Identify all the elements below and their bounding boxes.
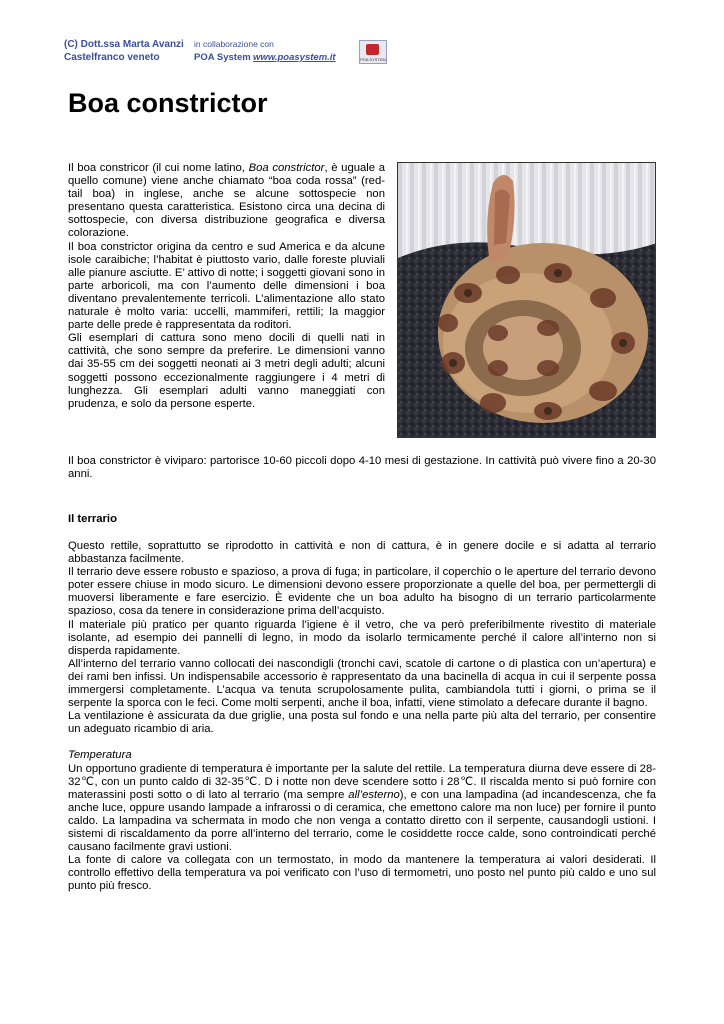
temperatura-p1-b: ), e con una lampadina (ad incandescenza, che fa anche luce, oppure usando lampade a infrarossi o di ceramica, che emettono calore ma non luce) per fornire il punto caldo. La lampadina va schermata in modo che non venga a contatto diretto con il serpente, causandogli ustioni. I sistemi di riscaldamento da porre all’interno del terrario, come le cosiddette rocce calde, sono controindicati perché causano facilmente gravi ustioni. (68, 788, 656, 854)
spacer (68, 736, 656, 749)
terrario-section (68, 540, 656, 893)
page-title: Boa constrictor (68, 88, 268, 118)
temperatura-paragraph-1 (68, 763, 656, 855)
intro-text (68, 162, 385, 411)
intro-paragraph-3: Gli esemplari di cattura sono meno docili di quelli nati in cattività, che sono sempre da preferire. Le dimensioni vanno dai 35-55 cm dei soggetti neonati ai 3 metri degli adulti; alcuni soggetti possono eccezionalmente raggiungere i 4 metri di lunghezza. Gli esemplari adulti vanno maneggiati con prudenza, e solo da persone esperte. (68, 332, 385, 410)
section-title-terrario: Il terrario (68, 513, 117, 525)
terrario-paragraph-2: Il terrario deve essere robusto e spazioso, a prova di fuga; in particolare, il coperchio o le aperture del terrario devono poter essere chiuse in modo sicuro. Le dimensioni devono essere proporzionate a quelle del boa, per permettergli di muoversi liberamente e fare esercizio. È evidente che un boa adulto ha bisogno di un terrario particolarmente spazioso, cosa da tenere in considerazione prima dell’acquisto. (68, 566, 656, 618)
latin-name: Boa constrictor (248, 162, 325, 174)
poa-logo-icon (359, 40, 387, 64)
intro-paragraph-1 (68, 162, 385, 241)
viviparo-text: Il boa constrictor è viviparo: partorisce 10-60 piccoli dopo 4-10 mesi di gestazione. In cattività può vivere fino a 20-30 anni. (68, 455, 656, 481)
intro-paragraph-2: Il boa constrictor origina da centro e sud America e da alcune isole caraibiche; l’habitat è piuttosto vario, dalle foreste pluviali alle pianure asciutte. E’ attivo di notte; i soggetti giovani sono in parte arboricoli, ma con l’aumento delle dimensioni i boa diventano prevalentemente terricoli. L’alimentazione allo stato naturale è molto varia: uccelli, mammiferi, rettili; la maggior parte delle prede è rappresentata da roditori. (68, 240, 385, 332)
author-block (64, 38, 184, 64)
intro-p1-b: , è uguale a quello comune) viene anche chiamato “boa coda rossa” (red-tail boa) in inglese, anche se alcune sottospecie non presentano questa caratteristica. Esistono circa una decina di sottospecie, con diversa distribuzione geografica e diversa colorazione. (68, 162, 386, 240)
poa-name: POA System (194, 52, 251, 63)
terrario-paragraph-3: Il materiale più pratico per quanto riguarda l’igiene è il vetro, che va però preferibilmente rivestito di materiale isolante, ad esempio dei pannelli di legno, in modo da isolarlo termicamente perché il calore all’interno non si disperda rapidamente. (68, 618, 656, 657)
author-name: (C) Dott.ssa Marta Avanzi (64, 39, 184, 50)
author-city: Castelfranco veneto (64, 52, 160, 63)
intro-viviparo-paragraph (68, 455, 656, 481)
logo-text: POA SYSTEM (360, 57, 386, 62)
boa-photo (397, 162, 656, 438)
document-header (64, 38, 394, 68)
terrario-paragraph-5: La ventilazione è assicurata da due griglie, una posta sul fondo e una nella parte più alta del terrario, per consentire un adeguato ricambio di aria. (68, 710, 656, 736)
temperatura-p1-a: Un opportuno gradiente di temperatura è importante per la salute del rettile. La temperatura diurna deve essere di 28-32℃, con un punto caldo di 32-35℃. D i notte non deve scendere sotto i 28℃. Il riscalda mento si può fornire con materassini posti sotto o di lato al terrario (ma sempre (68, 762, 656, 801)
poa-url[interactable]: www.poasystem.it (253, 52, 336, 63)
collaboration-block (194, 38, 336, 64)
snake-icon (398, 163, 656, 438)
temperatura-paragraph-2: La fonte di calore va collegata con un termostato, in modo da mantenere la temperatura ai valori desiderati. Il controllo effettivo della temperatura va poi verificato con l’uso di termometri, uno posto nel punto più caldo e uno sul punto più fresco. (68, 854, 656, 893)
terrario-paragraph-4: All’interno del terrario vanno collocati dei nascondigli (tronchi cavi, scatole di cartone o di plastica con un’apertura) e dei rami ben infissi. Un indispensabile accessorio è rappresentato da una bacinella di acqua in cui il serpente possa immergersi completamente. L’acqua va tenuta scrupolosamente pulita, cambiandola tutti i giorni, o prima se il serpente la sporca con le feci. Come molti serpenti, anche il boa, infatti, viene stimolato a defecare durante il bagno. (68, 657, 656, 710)
terrario-paragraph-1: Questo rettile, soprattutto se riprodotto in cattività e non di cattura, è in genere docile e si adatta al terrario abbastanza facilmente. (68, 540, 656, 566)
collaboration-label: in collaborazione con (194, 39, 274, 49)
temperatura-emphasis: all’esterno (348, 788, 400, 801)
intro-p1-a: Il boa constricor (il cui nome latino, (68, 162, 249, 174)
subheading-temperatura: Temperatura (68, 749, 132, 762)
